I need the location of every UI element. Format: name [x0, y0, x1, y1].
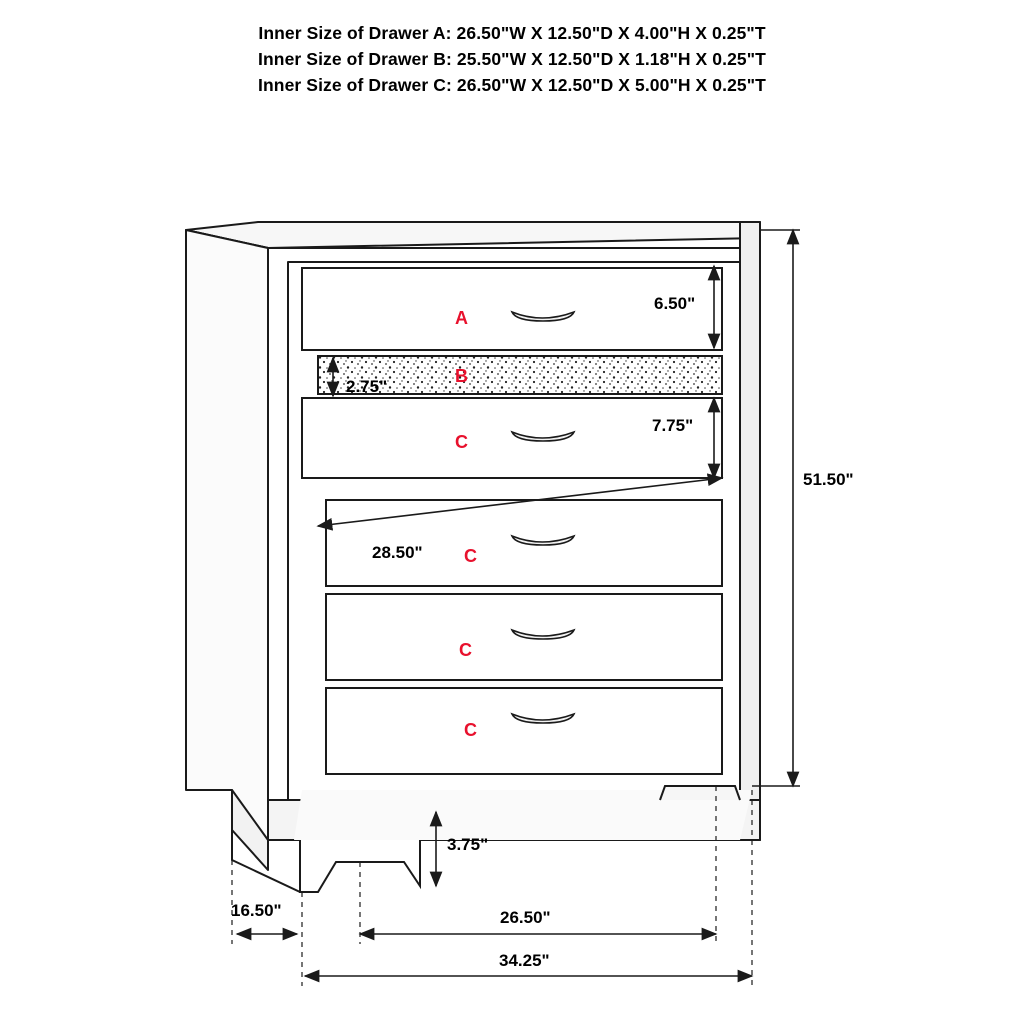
dim-inner-width: 28.50" — [372, 543, 423, 562]
drawer-front-c1 — [302, 398, 722, 478]
dim-drawer-b-height: 2.75" — [346, 377, 388, 396]
drawer-label-a: A — [455, 308, 468, 328]
drawer-front-c4 — [326, 688, 722, 774]
spec-line-drawer-b: Inner Size of Drawer B: 25.50"W X 12.50"D X 1.18"H X 0.25"T — [258, 49, 766, 69]
dim-overall-height: 51.50" — [803, 470, 854, 489]
dim-drawer-a-height: 6.50" — [654, 294, 696, 313]
drawer-label-b: B — [455, 366, 468, 386]
dim-overall-width: 34.25" — [499, 951, 550, 970]
drawer-label-c4: C — [464, 720, 477, 740]
drawer-label-c1: C — [455, 432, 468, 452]
spec-line-drawer-c: Inner Size of Drawer C: 26.50"W X 12.50"D X 5.00"H X 0.25"T — [258, 75, 766, 95]
dim-side-depth: 16.50" — [231, 901, 282, 920]
drawer-label-c2: C — [464, 546, 477, 566]
dim-drawer-c-height: 7.75" — [652, 416, 694, 435]
dim-foot-height: 3.75" — [447, 835, 489, 854]
drawer-label-c3: C — [459, 640, 472, 660]
dim-front-width: 26.50" — [500, 908, 551, 927]
spec-line-drawer-a: Inner Size of Drawer A: 26.50"W X 12.50"D X 4.00"H X 0.25"T — [258, 23, 766, 43]
